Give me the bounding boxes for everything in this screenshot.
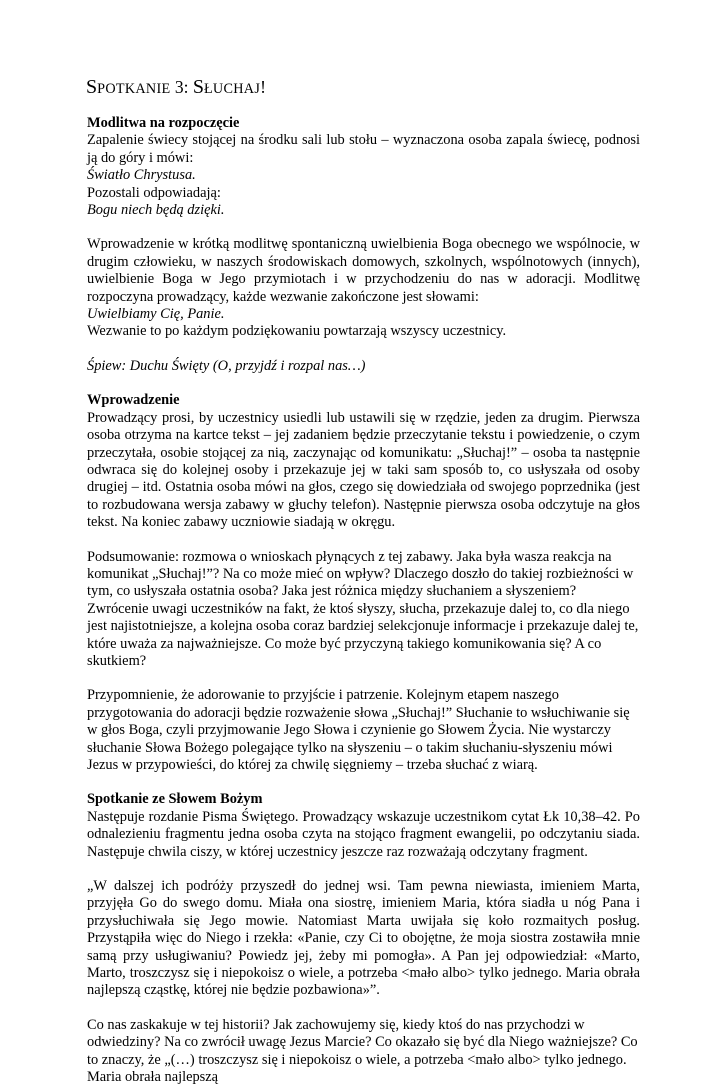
spotkanie-paragraph-3: Co nas zaskakuje w tej historii? Jak zachowujemy się, kiedy ktoś do nas przychodzi w odwiedziny? Na co zwrócił uwagę Jezus Marcie? Co okazało się być dla Niego ważniejsze? Co to znaczy, że „(…) troszczysz się i niepokoisz o wiele, a potrzeba <mało albo> tylko jednego. Maria obrała najlepszą bbox=[87, 1016, 638, 1086]
document-body bbox=[87, 115, 640, 1087]
section-heading-wprowadzenie: Wprowadzenie bbox=[87, 392, 180, 409]
wprowadzenie-paragraph-2: Podsumowanie: rozmowa o wnioskach płynących z tej zabawy. Jaka była wasza reakcja na komunikat „Słuchaj!”? Na co może mieć on wpływ? Dlaczego doszło do takiej rozbieżności w tym, co usłyszała ostatnia osoba? Jaka jest różnica między słuchaniem a słyszeniem? Zwrócenie uwagi uczestników na fakt, że ktoś słyszy, słucha, przekazuje dalej to, co dla niego jest najistotniejsze, a kolejna osoba coraz bardziej selekcjonuje informacje i przekazuje dalej te, które uważa za najważniejsze. Co może być przyczyną takiego komunikowania się? A co skutkiem? bbox=[87, 548, 639, 669]
wprowadzenie-paragraph-1: Prowadzący prosi, by uczestnicy usiedli lub ustawili się w rzędzie, jeden za drugim. Pierwsza osoba otrzyma na kartce tekst – jej zadaniem będzie przeczytanie tekstu i powiedzenie, o czym przeczytała, osobie stojącej za nią, zaczynając od komunikatu: „Słuchaj!” – osoba ta następnie odwraca się do kolejnej osoby i przekazuje jej w taki sam sposób to, co usłyszała od osoby drugiej – itd. Ostatnia osoba mówi na głos, czego się dowiedziała od swojego poprzednika (jest to rozbudowana wersja zabawy w głuchy telefon). Następnie pierwsza osoba odczytuje na głos tekst. Na koniec zabawy uczniowie siadają w okręgu. bbox=[87, 409, 640, 531]
spotkanie-paragraph-1: Następuje rozdanie Pisma Świętego. Prowadzący wskazuje uczestnikom cytat Łk 10,38–42. Po odnalezieniu fragmentu jedna osoba czyta na stojąco fragment ewangelii, po odczytaniu siada. Następuje chwila ciszy, w której uczestnicy jeszcze raz rozważają odczytany fragment. bbox=[87, 808, 640, 860]
gospel-quote: „W dalszej ich podróży przyszedł do jednej wsi. Tam pewna niewiasta, imieniem Marta, przyjęła Go do swego domu. Miała ona siostrę, imieniem Maria, która siadła u nóg Pana i przysłuchiwała się Jego mowie. Natomiast Marta uwijała się koło rozmaitych posług. Przystąpiła więc do Niego i rzekła: «Panie, czy Ci to obojętne, że moja siostra zostawiła mnie samą przy usługiwaniu? Powiedz jej, żeby mi pomogła». A Pan jej odpowiedział: «Marto, Marto, troszczysz się i niepokoisz o wiele, a potrzeba <mało albo> tylko jednego. Maria obrała najlepszą cząstkę, której nie będzie pozbawiona»”. bbox=[87, 878, 640, 999]
section-heading-spotkanie: Spotkanie ze Słowem Bożym bbox=[87, 791, 263, 808]
modlitwa-p2-response: Uwielbiamy Cię, Panie. bbox=[87, 306, 225, 323]
modlitwa-response: Bogu niech będą dzięki. bbox=[87, 202, 225, 219]
wprowadzenie-paragraph-3: Przypomnienie, że adorowanie to przyjście i patrzenie. Kolejnym etapem naszego przygotowania do adoracji będzie rozważenie słowa „Słuchaj!” Słuchanie to wsłuchiwanie się w głos Boga, czyli przyjmowanie Jego Słowa i czynienie go Słowem Życia. Nie wystarczy słuchanie Słowa Bożego polegające tylko na słyszeniu – o takim słuchaniu-słyszeniu mówi Jezus w przypowieści, do której za chwilę sięgniemy – trzeba słuchać z wiarą. bbox=[87, 687, 630, 773]
section-heading-modlitwa: Modlitwa na rozpoczęcie bbox=[87, 115, 240, 131]
modlitwa-intro: Zapalenie świecy stojącej na środku sali lub stołu – wyznaczona osoba zapala świecę, podnosi ją do góry i mówi: bbox=[87, 132, 640, 166]
modlitwa-call: Światło Chrystusa. bbox=[87, 167, 196, 184]
modlitwa-response-label: Pozostali odpowiadają: bbox=[87, 184, 221, 201]
document-title: SPOTKANIE 3: SŁUCHAJ! bbox=[86, 76, 266, 98]
modlitwa-p2-end: Wezwanie to po każdym podziękowaniu powtarzają wszyscy uczestnicy. bbox=[87, 323, 507, 340]
song-line: Śpiew: Duchu Święty (O, przyjdź i rozpal nas…) bbox=[87, 357, 366, 374]
modlitwa-paragraph: Wprowadzenie w krótką modlitwę spontaniczną uwielbienia Boga obecnego we wspólnocie, w drugim człowieku, w naszych środowiskach domowych, szkolnych, wspólnotowych (innych), uwielbienie Boga w Jego przymiotach i w przychodzeniu do nas w adoracji. Modlitwę rozpoczyna prowadzący, każde wezwanie zakończone jest słowami: bbox=[87, 236, 640, 305]
